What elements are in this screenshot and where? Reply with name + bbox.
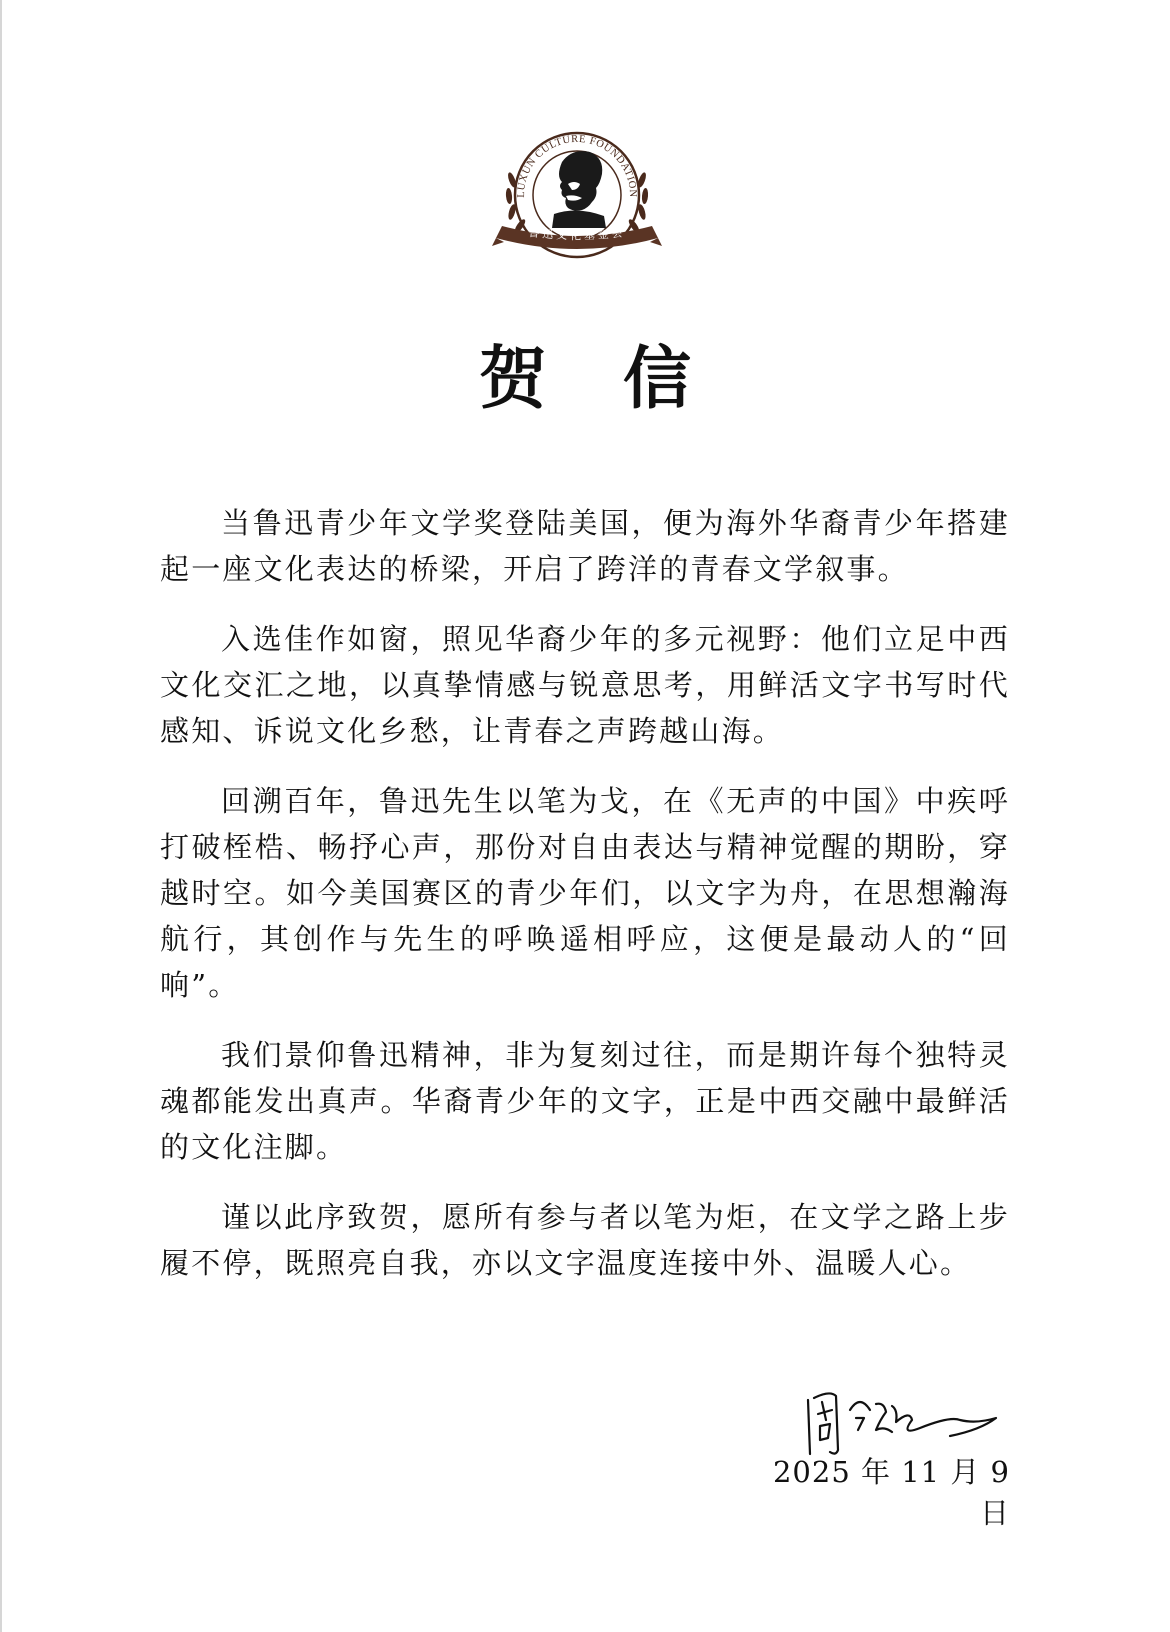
paragraph: 谨以此序致贺，愿所有参与者以笔为炬，在文学之路上步履不停，既照亮自我，亦以文字温度连接中外、温暖人心。: [160, 1200, 1010, 1280]
svg-text:LUXUN CULTURE FOUNDATION: LUXUN CULTURE FOUNDATION: [515, 133, 639, 198]
handwritten-signature: [800, 1380, 1010, 1460]
letter-title: 贺信: [478, 339, 767, 419]
paragraph: 入选佳作如窗，照见华裔少年的多元视野：他们立足中西文化交汇之地，以真挚情感与锐意思考，用鲜活文字书写时代感知、诉说文化乡愁，让青春之声跨越山海。: [160, 622, 1010, 748]
letter-date: 2025 年 11 月 9 日: [772, 1455, 1010, 1530]
page-edge: [0, 0, 2, 1632]
paragraph: 当鲁迅青少年文学奖登陆美国，便为海外华裔青少年搭建起一座文化表达的桥梁，开启了跨洋的青春文学叙事。: [160, 506, 1010, 586]
paragraph: 回溯百年，鲁迅先生以笔为戈，在《无声的中国》中疾呼打破桎梏、畅抒心声，那份对自由表达与精神觉醒的期盼，穿越时空。如今美国赛区的青少年们，以文字为舟，在思想瀚海航行，其创作与先生的呼唤遥相呼应，这便是最动人的“回响”。: [160, 784, 1010, 1002]
foundation-logo: [492, 110, 662, 260]
paragraph: 我们景仰鲁迅精神，非为复刻过往，而是期许每个独特灵魂都能发出真声。华裔青少年的文字，正是中西交融中最鲜活的文化注脚。: [160, 1038, 1010, 1164]
svg-text:鲁迅文化基金会: 鲁迅文化基金会: [527, 226, 627, 242]
letter-body: [160, 500, 1010, 1310]
